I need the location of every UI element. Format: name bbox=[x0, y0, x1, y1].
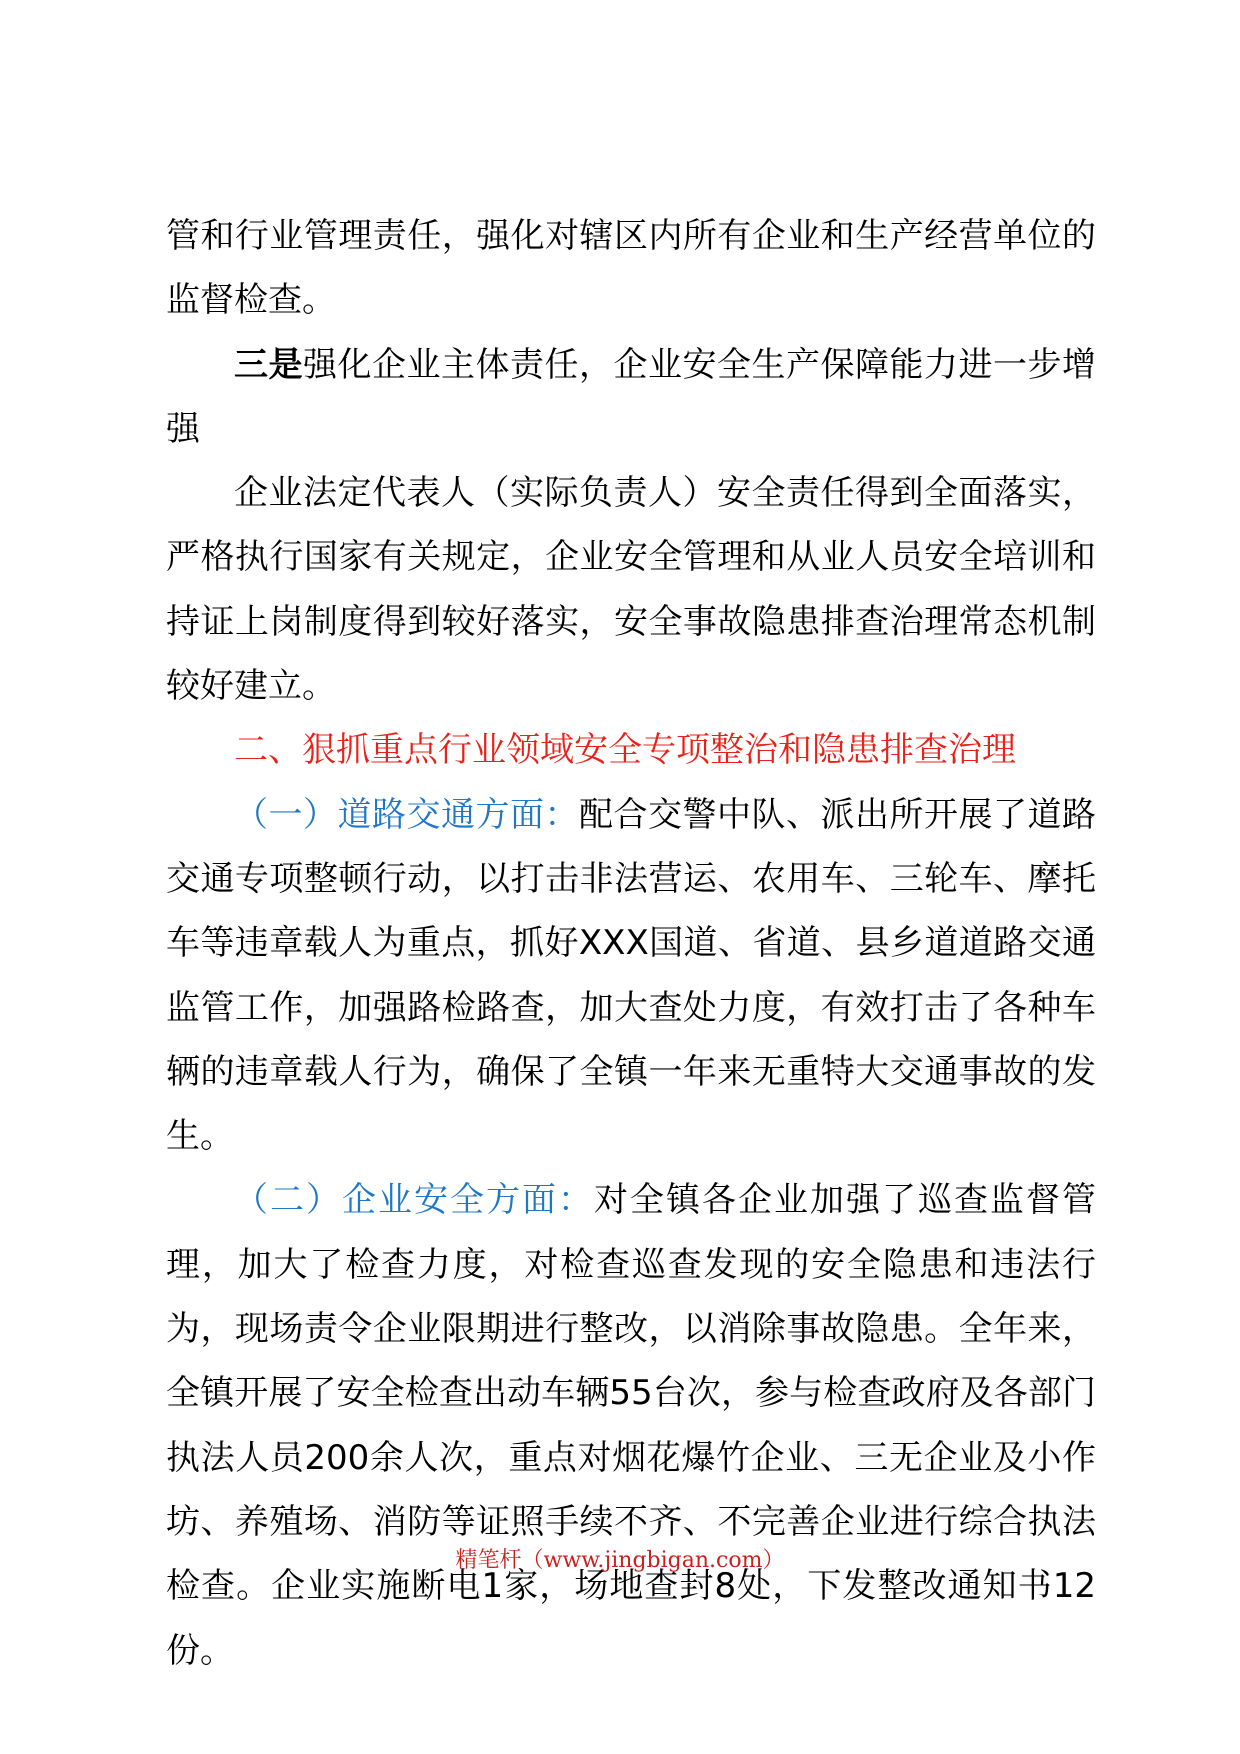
footer-watermark: 精笔杆（www.jingbigan.com） bbox=[455, 1548, 785, 1573]
section-heading: 二、狠抓重点行业领域安全专项整治和隐患排查治理 bbox=[234, 730, 1016, 771]
enterprise-safety-text: 对全镇各企业加强了巡查监督管理，加大了检查力度，对检查巡查发现的安全隐患和违法行为，现场责令企业限期进行整改，以消除事故隐患。全年来，全镇开展了安全检查出动车辆55台次，参与检查政府及各部门执法人员200余人次，重点对烟花爆竹企业、三无企业及小作坊、养殖场、消防等证照手续不齐、不完善企业进行综合执法检查。企业实施断电1家，场地查封8处，下发整改通知书12份。 bbox=[166, 1180, 1096, 1671]
point-three-text: 强化企业主体责任，企业安全生产保障能力进一步增强 bbox=[166, 344, 1096, 449]
paragraph-enterprise-responsibility: 企业法定代表人（实际负责人）安全责任得到全面落实，严格执行国家有关规定，企业安全管理和从业人员安全培训和持证上岗制度得到较好落实，安全事故隐患排查治理常态机制较好建立。 bbox=[166, 473, 1096, 707]
paragraph-road-traffic bbox=[166, 783, 1096, 1169]
road-traffic-text: 配合交警中队、派出所开展了道路交通专项整顿行动，以打击非法营运、农用车、三轮车、摩托车等违章载人为重点，抓好XXX国道、省道、县乡道道路交通监管工作，加强路检路查，加大查处力度，有效打击了各种车辆的违章载人行为，确保了全镇一年来无重特大交通事故的发生。 bbox=[166, 794, 1096, 1157]
road-traffic-subheading: （一）道路交通方面： bbox=[234, 794, 579, 835]
enterprise-safety-subheading: （二）企业安全方面： bbox=[234, 1180, 594, 1221]
paragraph-continuation: 管和行业管理责任，强化对辖区内所有企业和生产经营单位的监督检查。 bbox=[166, 216, 1096, 321]
paragraph-enterprise-safety bbox=[166, 1168, 1096, 1682]
document-body bbox=[166, 204, 1096, 1683]
point-three-lead: 三是 bbox=[234, 344, 303, 385]
paragraph-point-three bbox=[166, 333, 1096, 462]
